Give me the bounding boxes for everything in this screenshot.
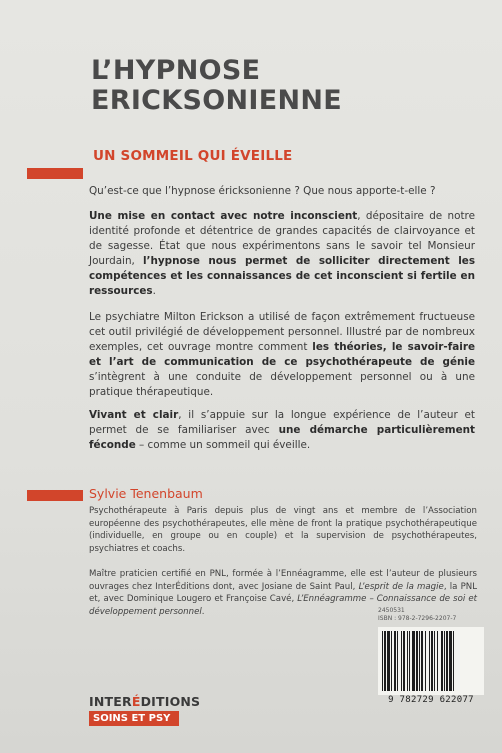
barcode-bar	[416, 631, 418, 691]
paragraph-1	[89, 209, 475, 299]
barcode-bar	[409, 631, 410, 691]
barcode-bar	[425, 631, 426, 691]
barcode-bar	[384, 631, 386, 691]
barcode-bar	[434, 631, 435, 691]
logo-accent-letter: É	[131, 694, 141, 709]
paragraph-2	[89, 310, 475, 400]
bio2-title-2: L’Ennéagramme – Connaissance de soi et développement personnel	[89, 594, 477, 617]
barcode-number: 9 782729 622077	[388, 695, 474, 705]
barcode-bar	[394, 631, 396, 691]
barcode-bar	[397, 631, 398, 691]
bio2-text-3: .	[201, 606, 205, 617]
barcode-bar	[446, 631, 448, 691]
author-name: Sylvie Tenenbaum	[89, 486, 203, 501]
barcode-bar	[382, 631, 383, 691]
barcode-bar	[444, 631, 445, 691]
barcode-bar	[431, 631, 433, 691]
logo-part-1: INTER	[89, 694, 132, 709]
collection-label: SOINS ET PSY	[89, 711, 179, 726]
paragraph-3	[89, 408, 475, 453]
p3-text-1: , il s’appuie sur la longue expérience de l’auteur et permet de se familiariser avec	[89, 409, 475, 436]
book-title	[91, 56, 342, 116]
accent-bar-author	[27, 490, 83, 501]
barcode-bar	[401, 631, 402, 691]
bio2-text-1: Maître praticien certifié en PNL, formée à l’Ennéagramme, elle est l’auteur de plusieurs ouvrages chez InterÉditions dont, avec Josiane de Saint Paul,	[89, 569, 477, 592]
p1-text-1: , dépositaire de notre identité profonde et détentrice de grandes capacités de clairvoyance et de sagesse. État que nous expérimentons sans le savoir tel Monsieur Jourdain,	[89, 210, 475, 267]
barcode-bar	[453, 631, 454, 691]
title-line-2: ERICKSONIENNE	[91, 85, 343, 116]
barcode-area	[378, 607, 486, 717]
barcode-image	[378, 627, 484, 695]
p1-bold-2: l’hypnose nous permet de solliciter directement les compétences et les connaissances de cet inconscient si fertile en ressources	[89, 255, 476, 297]
barcode-codes	[378, 607, 456, 623]
p3-bold-2: une démarche particulièrement féconde	[89, 424, 475, 451]
barcode-bar	[403, 631, 405, 691]
p2-text-1: Le psychiatre Milton Erickson a utilisé de façon extrêmement fructueuse cet outil privilégié de développement personnel. Illustré par de nombreux exemples, cet ouvrage montre comment	[89, 311, 475, 353]
publisher-logo	[89, 694, 200, 709]
barcode-code-1: 2450531	[378, 607, 405, 614]
barcode-bar	[429, 631, 430, 691]
barcode-bar	[449, 631, 452, 691]
barcode-bar	[421, 631, 423, 691]
barcode-bar	[419, 631, 420, 691]
title-line-1: L’HYPNOSE	[91, 55, 261, 86]
barcode-bar	[437, 631, 438, 691]
book-subtitle: UN SOMMEIL QUI ÉVEILLE	[93, 148, 293, 164]
barcode-bar	[391, 631, 392, 691]
p3-bold-1: Vivant et clair	[89, 409, 179, 421]
p2-bold-1: les théories, le savoir-faire et l’art de communication de ce psychothérapeute de génie	[89, 341, 476, 368]
isbn-text: ISBN : 978-2-7296-2207-7	[378, 615, 457, 622]
intro-question: Qu’est-ce que l’hypnose éricksonienne ? Que nous apporte-t-elle ?	[89, 185, 436, 197]
bio2-text-2: , la PNL et, avec Dominique Lougero et Françoise Cavé,	[89, 581, 478, 604]
p2-text-2: s’intègrent à une conduite de développement personnel ou à une pratique thérapeutique.	[89, 371, 475, 398]
barcode-bar	[412, 631, 415, 691]
barcode-bar	[407, 631, 408, 691]
p1-bold-1: Une mise en contact avec notre inconscient	[89, 210, 358, 222]
accent-bar-top	[27, 168, 83, 179]
p3-text-2: – comme un sommeil qui éveille.	[135, 439, 311, 451]
barcode-bar	[387, 631, 390, 691]
p1-text-2: .	[152, 285, 156, 297]
bio2-title-1: L’esprit de la magie	[358, 581, 444, 592]
barcode-bar	[441, 631, 443, 691]
author-bio-1: Psychothérapeute à Paris depuis plus de vingt ans et membre de l’Association européenne des psychothérapeutes, elle mène de front la pratique psychothérapeutique (individuelle, en groupe ou en couple) et la supervision de psychothérapeutes, psychiatres et coachs.	[89, 506, 477, 554]
logo-part-3: DITIONS	[140, 694, 201, 709]
